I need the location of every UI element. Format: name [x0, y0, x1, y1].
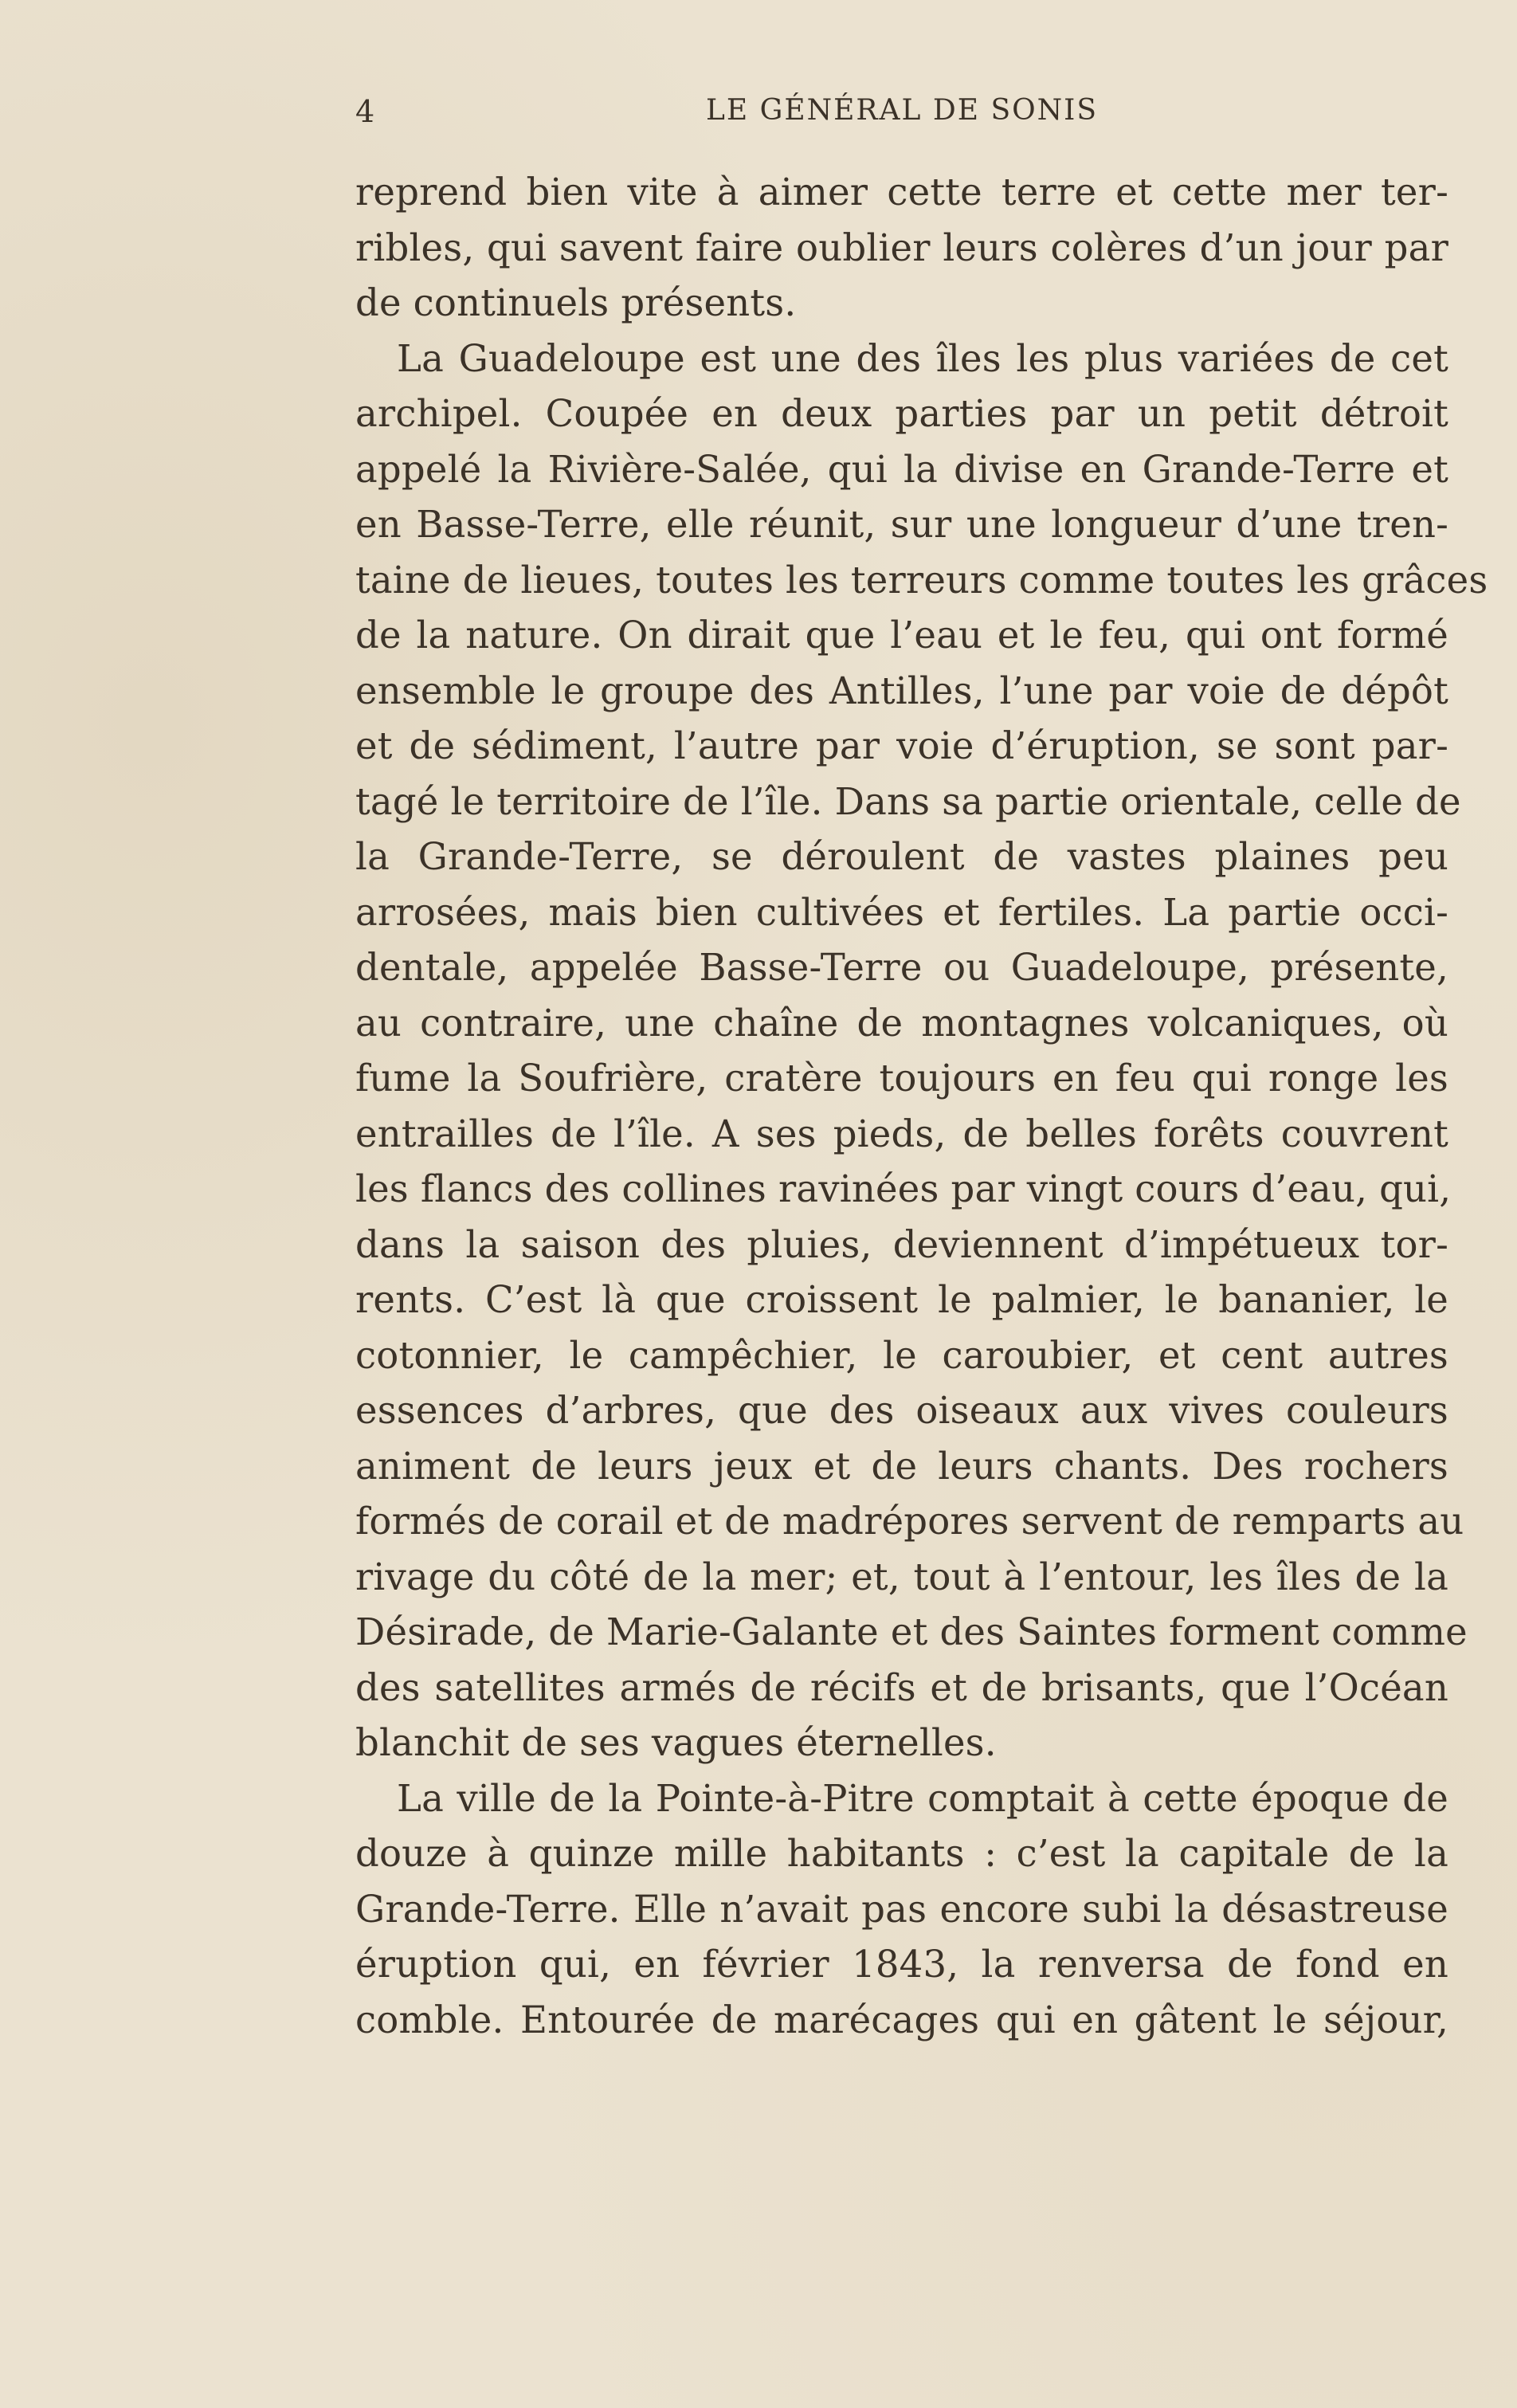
body-text [355, 165, 1488, 2048]
page-header [355, 94, 1448, 134]
text-line: ensemble le groupe des Antilles, l’une par voie de dépôt [355, 669, 1448, 712]
text-line: formés de corail et de madrépores servent de remparts au [355, 1500, 1464, 1543]
text-line: reprend bien vite à aimer cette terre et cette mer ter- [355, 171, 1448, 214]
text-line: de continuels présents. [355, 281, 797, 324]
text-line: animent de leurs jeux et de leurs chants. Des rochers [355, 1444, 1448, 1488]
text-line: les flancs des collines ravinées par vingt cours d’eau, qui, [355, 1167, 1452, 1210]
text-line: fume la Soufrière, cratère toujours en feu qui ronge les [355, 1057, 1448, 1100]
text-line: douze à quinze mille habitants : c’est la capitale de la [355, 1832, 1448, 1875]
text-line: rivage du côté de la mer; et, tout à l’entour, les îles de la [355, 1555, 1448, 1598]
text-line: entrailles de l’île. A ses pieds, de belles forêts couvrent [355, 1112, 1448, 1155]
text-line: La Guadeloupe est une des îles les plus variées de cet [397, 336, 1448, 380]
running-title: LE GÉNÉRAL DE SONIS [705, 94, 1099, 127]
text-line: la Grande-Terre, se déroulent de vastes plaines peu [355, 835, 1448, 878]
text-line: blanchit de ses vagues éternelles. [355, 1721, 997, 1764]
text-line: et de sédiment, l’autre par voie d’éruption, se sont par- [355, 724, 1448, 767]
text-line: de la nature. On dirait que l’eau et le feu, qui ont formé [355, 614, 1448, 657]
text-line: taine de lieues, toutes les terreurs comme toutes les grâces [355, 558, 1488, 602]
text-line: rents. C’est là que croissent le palmier, le bananier, le [355, 1278, 1448, 1321]
text-line: cotonnier, le campêchier, le caroubier, et cent autres [355, 1333, 1448, 1377]
text-line: au contraire, une chaîne de montagnes volcaniques, où [355, 1001, 1448, 1045]
text-line: ribles, qui savent faire oublier leurs colères d’un jour par [355, 226, 1448, 269]
text-line: Grande-Terre. Elle n’avait pas encore subi la désastreuse [355, 1887, 1448, 1931]
text-line: archipel. Coupée en deux parties par un petit détroit [355, 392, 1448, 435]
text-line: La ville de la Pointe-à-Pitre comptait à cette époque de [397, 1776, 1448, 1820]
text-line: dentale, appelée Basse-Terre ou Guadeloupe, présente, [355, 946, 1448, 989]
page-number: 4 [355, 94, 376, 129]
text-line: dans la saison des pluies, deviennent d’impétueux tor- [355, 1222, 1448, 1266]
text-line: arrosées, mais bien cultivées et fertiles. La partie occi- [355, 890, 1448, 934]
text-line: éruption qui, en février 1843, la renversa de fond en [355, 1943, 1448, 1986]
text-line: essences d’arbres, que des oiseaux aux vives couleurs [355, 1389, 1448, 1432]
text-line: Désirade, de Marie-Galante et des Saintes forment comme [355, 1610, 1468, 1653]
text-line: des satellites armés de récifs et de brisants, que l’Océan [355, 1665, 1448, 1709]
text-line: en Basse-Terre, elle réunit, sur une longueur d’une tren- [355, 503, 1448, 546]
text-line: tagé le territoire de l’île. Dans sa partie orientale, celle de [355, 779, 1461, 823]
text-line: appelé la Rivière-Salée, qui la divise en Grande-Terre et [355, 447, 1448, 491]
text-line: comble. Entourée de marécages qui en gâtent le séjour, [355, 1998, 1448, 2041]
